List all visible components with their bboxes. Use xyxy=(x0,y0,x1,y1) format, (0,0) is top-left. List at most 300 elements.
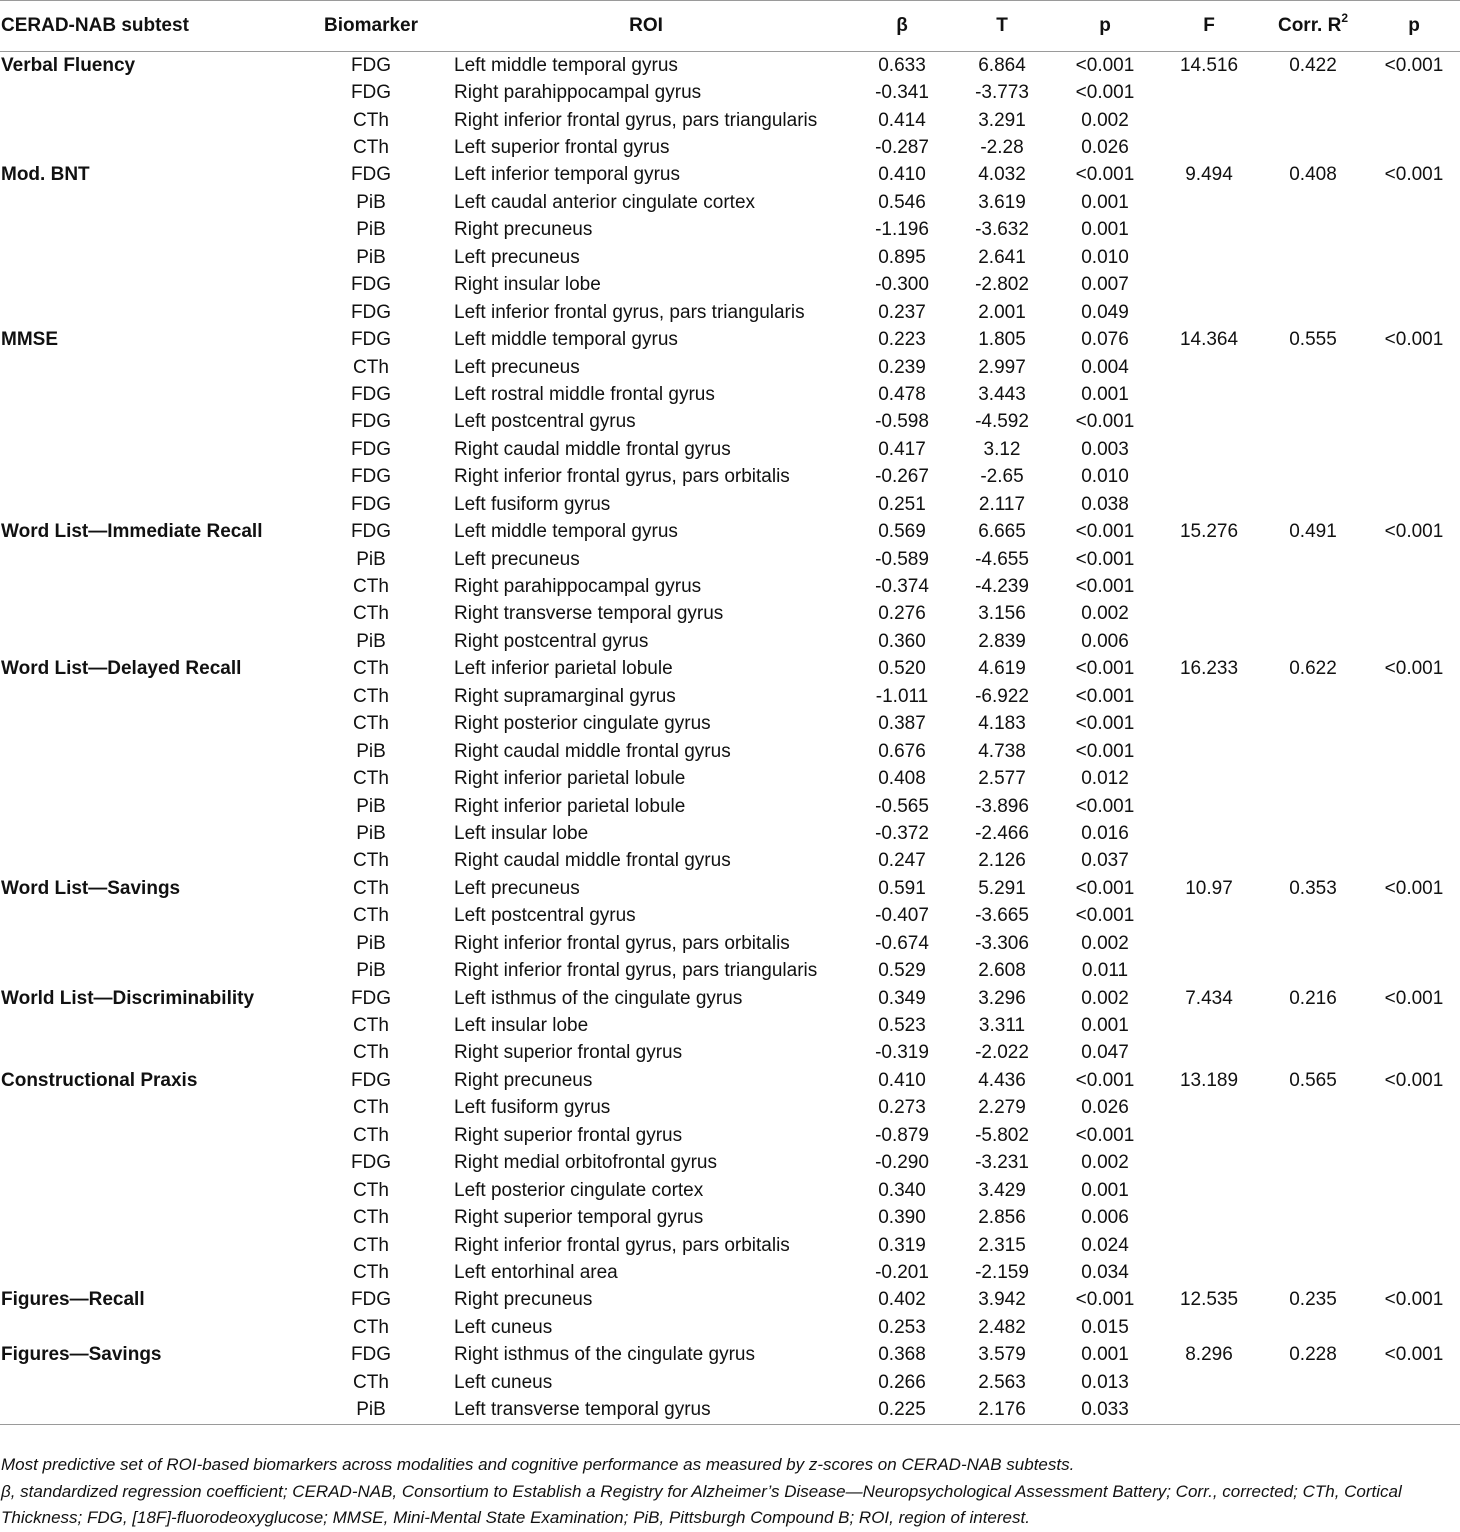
cell-beta: 0.529 xyxy=(878,960,926,982)
cell-f xyxy=(1160,134,1258,161)
cell-subtest: Constructional Praxis xyxy=(1,1069,198,1091)
cell-roi: Left isthmus of the cingulate gyrus xyxy=(454,987,743,1009)
cell-t: 2.577 xyxy=(978,768,1026,790)
cell-roi: Right inferior frontal gyrus, pars orbitalis xyxy=(454,932,790,954)
cell-biomarker: CTh xyxy=(353,576,389,598)
cell-p: <0.001 xyxy=(1075,795,1135,817)
cell-beta: -0.589 xyxy=(875,548,929,570)
cell-f xyxy=(1160,1369,1258,1396)
cell-beta: 0.225 xyxy=(850,1396,954,1424)
cell-f xyxy=(1160,573,1258,600)
table-row xyxy=(0,1287,1460,1314)
cell-p-model xyxy=(1368,1259,1460,1286)
table-row xyxy=(0,381,1460,408)
cell-biomarker: FDG xyxy=(350,521,392,543)
cell-biomarker: PiB xyxy=(356,191,386,213)
cell-roi: Left precuneus xyxy=(454,548,580,570)
cell-subtest xyxy=(0,1369,300,1396)
cell-p-model xyxy=(1368,1369,1460,1396)
table-row xyxy=(0,134,1460,161)
cell-t: 3.579 xyxy=(978,1344,1026,1366)
cell-subtest xyxy=(0,930,300,957)
cell-subtest: Figures—Recall xyxy=(1,1289,145,1311)
cell-corr-r2 xyxy=(1258,1204,1368,1231)
cell-f xyxy=(1160,711,1258,738)
cell-t: 3.942 xyxy=(978,1289,1026,1311)
cell-biomarker: CTh xyxy=(353,1015,389,1037)
cell-beta: 0.546 xyxy=(878,191,926,213)
cell-subtest xyxy=(0,957,300,984)
cell-corr-r2 xyxy=(1258,217,1368,244)
cell-corr-r2 xyxy=(1258,683,1368,710)
table-row xyxy=(0,1122,1460,1149)
cell-f: 14.516 xyxy=(1179,54,1239,76)
cell-t: 2.126 xyxy=(978,850,1026,872)
table-row xyxy=(0,1396,1460,1424)
cell-biomarker: FDG xyxy=(350,301,392,323)
cell-subtest xyxy=(0,711,300,738)
cell-subtest xyxy=(0,409,300,436)
cell-beta: -0.374 xyxy=(875,576,929,598)
cell-f xyxy=(1160,957,1258,984)
cell-corr-r2 xyxy=(1258,1122,1368,1149)
cell-t: -2.28 xyxy=(980,137,1024,159)
cell-biomarker: CTh xyxy=(353,356,389,378)
cell-roi: Left middle temporal gyrus xyxy=(454,54,678,76)
cell-beta: 0.239 xyxy=(878,356,926,378)
cell-corr-r2: 0.353 xyxy=(1289,877,1337,899)
cell-p-model: <0.001 xyxy=(1384,1289,1444,1311)
cell-roi: Left insular lobe xyxy=(454,1015,589,1037)
cell-subtest xyxy=(0,244,300,271)
cell-t: 2.117 xyxy=(978,493,1026,515)
cell-corr-r2 xyxy=(1258,820,1368,847)
cell-corr-r2 xyxy=(1258,848,1368,875)
cell-f xyxy=(1160,1095,1258,1122)
cell-f: 15.276 xyxy=(1179,521,1239,543)
cell-roi: Left inferior temporal gyrus xyxy=(454,164,680,186)
cell-biomarker: CTh xyxy=(353,685,389,707)
cell-f xyxy=(1160,272,1258,299)
cell-f xyxy=(1160,244,1258,271)
header-t: T xyxy=(954,1,1050,52)
cell-f xyxy=(1160,903,1258,930)
cell-biomarker: FDG xyxy=(350,466,392,488)
cell-subtest xyxy=(0,1040,300,1067)
cell-p-model xyxy=(1368,793,1460,820)
cell-corr-r2 xyxy=(1258,1232,1368,1259)
cell-p: 0.002 xyxy=(1081,109,1129,131)
cell-f xyxy=(1160,1232,1258,1259)
cell-t: 2.641 xyxy=(978,246,1026,268)
cell-p-model xyxy=(1368,573,1460,600)
cell-f xyxy=(1160,1396,1258,1424)
table-row xyxy=(0,272,1460,299)
cell-p: <0.001 xyxy=(1075,1124,1135,1146)
cell-roi: Left postcentral gyrus xyxy=(454,411,636,433)
cell-p-model xyxy=(1368,1314,1460,1341)
cell-subtest: World List—Discriminability xyxy=(1,987,255,1009)
cell-subtest: MMSE xyxy=(1,329,58,351)
table-row xyxy=(0,354,1460,381)
cell-biomarker: CTh xyxy=(353,1179,389,1201)
cell-biomarker: CTh xyxy=(353,1124,389,1146)
cell-t: -3.231 xyxy=(975,1152,1029,1174)
cell-biomarker: FDG xyxy=(350,493,392,515)
cell-corr-r2: 0.555 xyxy=(1289,329,1337,351)
cell-p-model xyxy=(1368,79,1460,106)
cell-f xyxy=(1160,79,1258,106)
table-row xyxy=(0,875,1460,902)
cell-roi: Left transverse temporal gyrus xyxy=(442,1396,850,1424)
cell-p-model xyxy=(1368,628,1460,655)
cell-p-model xyxy=(1368,1150,1460,1177)
cell-biomarker: FDG xyxy=(350,54,392,76)
cell-subtest xyxy=(0,1122,300,1149)
cell-p-model xyxy=(1368,848,1460,875)
cell-f xyxy=(1160,354,1258,381)
cell-p-model: <0.001 xyxy=(1384,329,1444,351)
cell-p: 0.001 xyxy=(1081,383,1129,405)
table-row xyxy=(0,1232,1460,1259)
cell-f xyxy=(1160,107,1258,134)
cell-biomarker: FDG xyxy=(350,383,392,405)
table-header xyxy=(0,1,1460,52)
cell-beta: -0.565 xyxy=(875,795,929,817)
cell-beta: 0.408 xyxy=(878,768,926,790)
cell-t: -3.896 xyxy=(975,795,1029,817)
cell-biomarker: FDG xyxy=(350,82,392,104)
cell-roi: Right insular lobe xyxy=(454,274,601,296)
cell-roi: Left cuneus xyxy=(454,1316,553,1338)
cell-corr-r2 xyxy=(1258,1369,1368,1396)
cell-f xyxy=(1160,683,1258,710)
cell-corr-r2 xyxy=(1258,491,1368,518)
cell-biomarker: FDG xyxy=(350,164,392,186)
cell-f xyxy=(1160,546,1258,573)
cell-corr-r2 xyxy=(1258,793,1368,820)
cell-p: 0.015 xyxy=(1081,1316,1129,1338)
cell-roi: Right superior frontal gyrus xyxy=(454,1124,683,1146)
cell-p: 0.013 xyxy=(1081,1371,1129,1393)
cell-f xyxy=(1160,848,1258,875)
cell-subtest: Word List—Immediate Recall xyxy=(1,521,263,543)
cell-subtest xyxy=(0,491,300,518)
cell-p: 0.033 xyxy=(1050,1396,1160,1424)
cell-p-model xyxy=(1368,436,1460,463)
cell-f xyxy=(1160,738,1258,765)
cell-f xyxy=(1160,189,1258,216)
cell-biomarker: FDG xyxy=(350,987,392,1009)
cell-f: 7.434 xyxy=(1185,987,1233,1009)
cell-corr-r2 xyxy=(1258,134,1368,161)
cell-roi: Right inferior frontal gyrus, pars orbitalis xyxy=(454,1234,790,1256)
cell-corr-r2 xyxy=(1258,601,1368,628)
header-roi: ROI xyxy=(442,1,850,52)
cell-p-model xyxy=(1368,1204,1460,1231)
cell-subtest: Figures—Savings xyxy=(1,1344,162,1366)
cell-t: 4.436 xyxy=(978,1069,1026,1091)
cell-f xyxy=(1160,820,1258,847)
cell-p: 0.024 xyxy=(1081,1234,1129,1256)
cell-biomarker: FDG xyxy=(350,274,392,296)
cell-beta: -0.341 xyxy=(875,82,929,104)
cell-roi: Left precuneus xyxy=(454,246,580,268)
cell-roi: Left inferior frontal gyrus, pars triangularis xyxy=(454,301,805,323)
cell-t: 2.839 xyxy=(978,630,1026,652)
cell-p: 0.047 xyxy=(1081,1042,1129,1064)
cell-corr-r2 xyxy=(1258,903,1368,930)
cell-subtest xyxy=(0,546,300,573)
cell-p-model xyxy=(1368,134,1460,161)
cell-corr-r2 xyxy=(1258,573,1368,600)
cell-biomarker: CTh xyxy=(353,603,389,625)
cell-subtest xyxy=(0,820,300,847)
cell-f xyxy=(1160,491,1258,518)
cell-beta: 0.410 xyxy=(878,1069,926,1091)
cell-f: 13.189 xyxy=(1179,1069,1239,1091)
cell-p-model xyxy=(1368,107,1460,134)
cell-f xyxy=(1160,1012,1258,1039)
cell-p-model xyxy=(1368,1232,1460,1259)
cell-corr-r2 xyxy=(1258,107,1368,134)
cell-roi: Right supramarginal gyrus xyxy=(454,685,676,707)
cell-t: -4.592 xyxy=(975,411,1029,433)
cell-f xyxy=(1160,601,1258,628)
cell-roi: Left posterior cingulate cortex xyxy=(454,1179,704,1201)
table-row xyxy=(0,820,1460,847)
cell-biomarker: CTh xyxy=(353,137,389,159)
cell-subtest xyxy=(0,79,300,106)
cell-p-model xyxy=(1368,1122,1460,1149)
cell-t: 5.291 xyxy=(978,877,1026,899)
cell-beta: 0.237 xyxy=(878,301,926,323)
cell-roi: Left cuneus xyxy=(454,1371,553,1393)
cell-p: 0.001 xyxy=(1081,1015,1129,1037)
cell-t: -3.306 xyxy=(975,932,1029,954)
cell-p-model xyxy=(1368,601,1460,628)
cell-beta: -1.196 xyxy=(875,219,929,241)
cell-beta: 0.417 xyxy=(878,438,926,460)
cell-p: 0.010 xyxy=(1081,466,1129,488)
table-row xyxy=(0,930,1460,957)
cell-corr-r2 xyxy=(1258,1012,1368,1039)
cell-t: 2.608 xyxy=(978,960,1026,982)
cell-beta: 0.253 xyxy=(878,1316,926,1338)
cell-f: 10.97 xyxy=(1185,877,1233,899)
cell-p: <0.001 xyxy=(1075,411,1135,433)
cell-beta: 0.360 xyxy=(878,630,926,652)
cell-f xyxy=(1160,299,1258,326)
cell-beta: -0.319 xyxy=(875,1042,929,1064)
cell-p: 0.001 xyxy=(1081,219,1129,241)
cell-subtest xyxy=(0,601,300,628)
cell-corr-r2 xyxy=(1258,1396,1368,1424)
cell-p: 0.026 xyxy=(1081,1097,1129,1119)
table-row xyxy=(0,326,1460,353)
table-row xyxy=(0,79,1460,106)
cell-t: 4.032 xyxy=(978,164,1026,186)
cell-t: 4.738 xyxy=(978,740,1026,762)
cell-p-model: <0.001 xyxy=(1384,1069,1444,1091)
cell-t: -4.239 xyxy=(975,576,1029,598)
cell-t: 3.619 xyxy=(978,191,1026,213)
cell-corr-r2 xyxy=(1258,957,1368,984)
cell-p: <0.001 xyxy=(1075,54,1135,76)
cell-subtest xyxy=(0,848,300,875)
cell-biomarker: PiB xyxy=(356,932,386,954)
cell-p: 0.012 xyxy=(1081,768,1129,790)
cell-t: 1.805 xyxy=(978,329,1026,351)
cell-f xyxy=(1160,436,1258,463)
cell-f: 16.233 xyxy=(1179,658,1239,680)
cell-roi: Right caudal middle frontal gyrus xyxy=(454,850,731,872)
header-p-model: p xyxy=(1368,1,1460,52)
cell-p: 0.002 xyxy=(1081,1152,1129,1174)
cell-subtest xyxy=(0,793,300,820)
table-row xyxy=(0,683,1460,710)
cell-f xyxy=(1160,1177,1258,1204)
cell-corr-r2 xyxy=(1258,1040,1368,1067)
table-row xyxy=(0,793,1460,820)
cell-p-model xyxy=(1368,1396,1460,1424)
table-row xyxy=(0,464,1460,491)
cell-subtest: Word List—Delayed Recall xyxy=(1,658,242,680)
cell-p: <0.001 xyxy=(1075,713,1135,735)
cell-roi: Right precuneus xyxy=(454,219,593,241)
cell-subtest xyxy=(0,628,300,655)
cell-corr-r2: 0.422 xyxy=(1289,54,1337,76)
table-row xyxy=(0,628,1460,655)
cell-corr-r2 xyxy=(1258,765,1368,792)
cell-corr-r2 xyxy=(1258,930,1368,957)
cell-subtest: Mod. BNT xyxy=(1,164,90,186)
cell-p: 0.016 xyxy=(1081,822,1129,844)
cell-biomarker: FDG xyxy=(350,438,392,460)
cell-corr-r2 xyxy=(1258,546,1368,573)
cell-biomarker: CTh xyxy=(353,658,389,680)
cell-t: 2.176 xyxy=(954,1396,1050,1424)
cell-f: 8.296 xyxy=(1185,1344,1233,1366)
table-row xyxy=(0,409,1460,436)
cell-corr-r2 xyxy=(1258,79,1368,106)
cell-f xyxy=(1160,765,1258,792)
table-footnotes xyxy=(1,1452,1457,1532)
cell-subtest xyxy=(0,1150,300,1177)
table-row xyxy=(0,1369,1460,1396)
cell-subtest xyxy=(0,354,300,381)
cell-p-model xyxy=(1368,930,1460,957)
cell-corr-r2 xyxy=(1258,1314,1368,1341)
cell-t: -3.665 xyxy=(975,905,1029,927)
header-beta: β xyxy=(850,1,954,52)
cell-f xyxy=(1160,1204,1258,1231)
cell-subtest xyxy=(0,1259,300,1286)
cell-biomarker: PiB xyxy=(356,740,386,762)
cell-roi: Right isthmus of the cingulate gyrus xyxy=(454,1344,755,1366)
table-row xyxy=(0,711,1460,738)
cell-t: 2.856 xyxy=(978,1207,1026,1229)
cell-p: <0.001 xyxy=(1075,658,1135,680)
table-row xyxy=(0,1150,1460,1177)
cell-p: 0.026 xyxy=(1081,137,1129,159)
cell-roi: Right inferior frontal gyrus, pars orbitalis xyxy=(454,466,790,488)
cell-t: 3.156 xyxy=(978,603,1026,625)
cell-p-model xyxy=(1368,464,1460,491)
cell-roi: Right parahippocampal gyrus xyxy=(454,576,702,598)
cell-p-model: <0.001 xyxy=(1384,521,1444,543)
cell-biomarker: PiB xyxy=(356,822,386,844)
cell-t: 2.482 xyxy=(978,1316,1026,1338)
cell-beta: 0.402 xyxy=(878,1289,926,1311)
cell-biomarker: CTh xyxy=(353,713,389,735)
cell-corr-r2 xyxy=(1258,1150,1368,1177)
table-row xyxy=(0,765,1460,792)
cell-p: <0.001 xyxy=(1075,740,1135,762)
cell-beta: 0.273 xyxy=(878,1097,926,1119)
cell-biomarker: FDG xyxy=(350,411,392,433)
cell-p-model xyxy=(1368,244,1460,271)
cell-t: 3.291 xyxy=(978,109,1026,131)
cell-roi: Left superior frontal gyrus xyxy=(454,137,670,159)
table-row xyxy=(0,1012,1460,1039)
cell-roi: Right inferior frontal gyrus, pars triangularis xyxy=(454,960,818,982)
cell-t: 3.443 xyxy=(978,383,1026,405)
cell-beta: 0.414 xyxy=(878,109,926,131)
cell-biomarker: CTh xyxy=(353,1097,389,1119)
cell-roi: Left fusiform gyrus xyxy=(454,493,611,515)
cell-subtest xyxy=(0,464,300,491)
table-row xyxy=(0,985,1460,1012)
cell-roi: Right superior temporal gyrus xyxy=(454,1207,704,1229)
cell-p: <0.001 xyxy=(1075,877,1135,899)
cell-subtest xyxy=(0,134,300,161)
cell-subtest xyxy=(0,272,300,299)
table-row xyxy=(0,1177,1460,1204)
cell-corr-r2: 0.216 xyxy=(1289,987,1337,1009)
cell-beta: 0.410 xyxy=(878,164,926,186)
cell-p: 0.011 xyxy=(1081,960,1129,982)
cell-p-model xyxy=(1368,1177,1460,1204)
cell-subtest xyxy=(0,436,300,463)
cell-beta: 0.223 xyxy=(878,329,926,351)
cell-beta: 0.523 xyxy=(878,1015,926,1037)
header-subtest: CERAD-NAB subtest xyxy=(0,1,300,52)
cell-t: -3.632 xyxy=(975,219,1029,241)
cell-biomarker: CTh xyxy=(353,1316,389,1338)
cell-corr-r2 xyxy=(1258,409,1368,436)
cell-biomarker: PiB xyxy=(356,548,386,570)
cell-beta: 0.390 xyxy=(878,1207,926,1229)
cell-p: 0.049 xyxy=(1081,301,1129,323)
cell-t: 6.665 xyxy=(978,521,1026,543)
cell-corr-r2 xyxy=(1258,628,1368,655)
cell-beta: -0.290 xyxy=(875,1152,929,1174)
cell-p: 0.038 xyxy=(1081,493,1129,515)
cell-roi: Right inferior parietal lobule xyxy=(454,768,686,790)
cell-t: -6.922 xyxy=(975,685,1029,707)
table-row xyxy=(0,738,1460,765)
cell-f xyxy=(1160,1122,1258,1149)
cell-corr-r2: 0.228 xyxy=(1289,1344,1337,1366)
cell-t: 4.619 xyxy=(978,658,1026,680)
cell-p-model xyxy=(1368,217,1460,244)
cell-biomarker: FDG xyxy=(350,1069,392,1091)
cell-t: 3.296 xyxy=(978,987,1026,1009)
footnote-abbreviations: β, standardized regression coefficient; CERAD-NAB, Consortium to Establish a Registry for Alzheimer’s Disease—Neuropsychological Assessment Battery; Corr., corrected; CTh, Cortical Thickness; FDG, [18F]-fluorodeoxyglucose; MMSE, Mini-Mental State Examination; PiB, Pittsburgh Compound B; ROI, region of interest. xyxy=(1,1481,1402,1527)
cell-p: 0.034 xyxy=(1081,1261,1129,1283)
cell-biomarker: CTh xyxy=(353,905,389,927)
